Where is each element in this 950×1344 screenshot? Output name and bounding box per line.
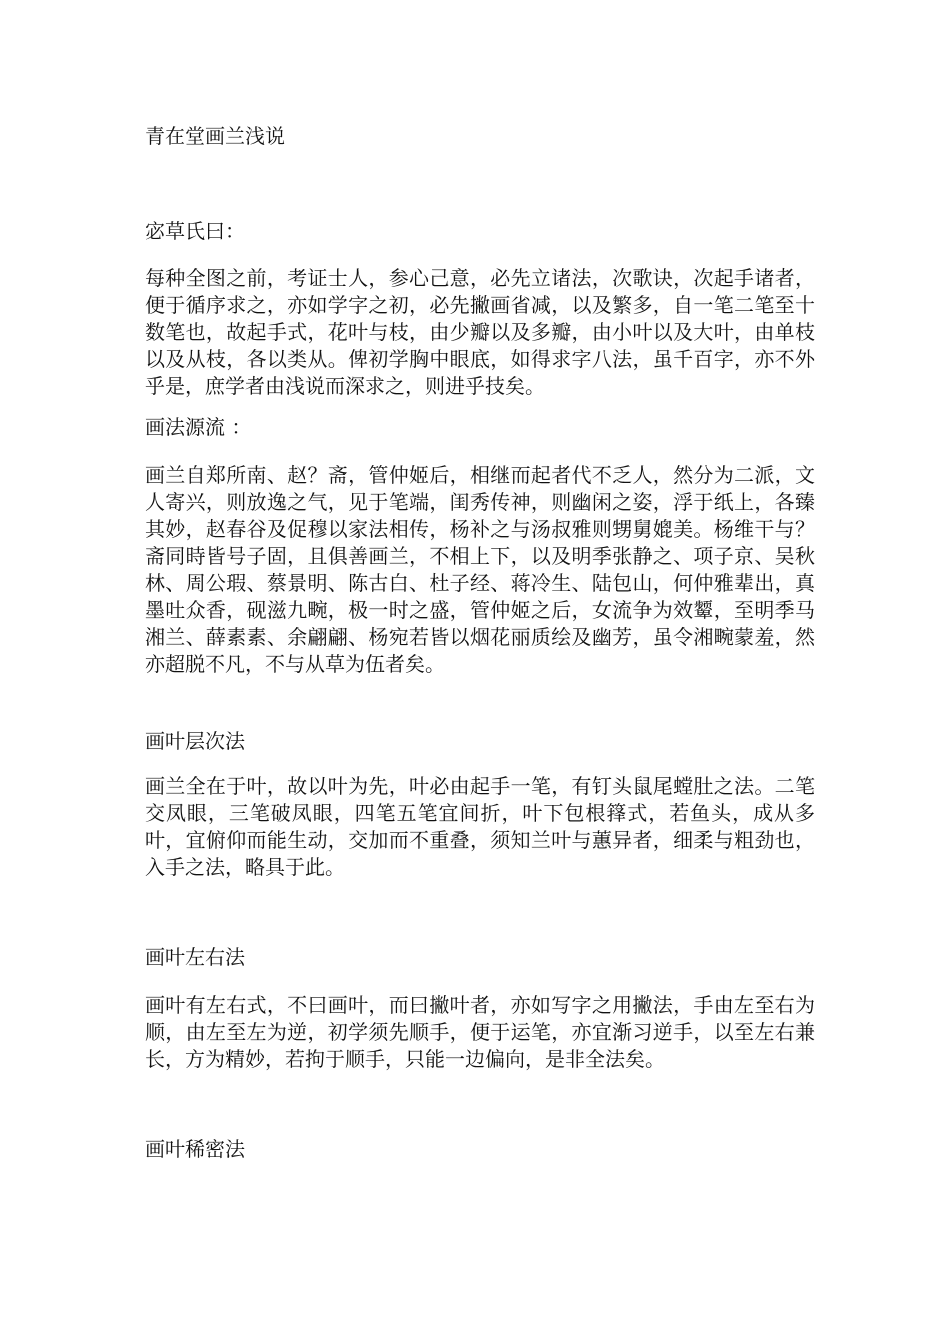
section-heading-leaf-left-right: 画叶左右法	[145, 945, 245, 969]
section-heading-leaf-layers: 画叶层次法	[145, 729, 245, 753]
section-body-leaf-left-right: 画叶有左右式，不曰画叶，而曰撇叶者，亦如写字之用撇法，手由左至右为顺，由左至左为逆，初学须先顺手，便于运笔，亦宜渐习逆手，以至左右兼长，方为精妙，若拘于顺手，只能一边偏向，是非全法矣。	[145, 993, 815, 1071]
section-heading-leaf-density: 画叶稀密法	[145, 1137, 245, 1161]
section-body-leaf-layers: 画兰全在于叶，故以叶为先，叶必由起手一笔，有钉头鼠尾螳肚之法。二笔交凤眼，三笔破凤眼，四笔五笔宜间折，叶下包根箨式，若鱼头，成从多叶，宜俯仰而能生动，交加而不重叠，须知兰叶与蕙异者，细柔与粗劲也，入手之法，略具于此。	[145, 774, 815, 879]
section-body-origin: 画兰自郑所南、赵？斋，管仲姬后，相继而起者代不乏人，然分为二派，文人寄兴，则放逸之气，见于笔端，闺秀传神，则幽闲之姿，浮于纸上，各臻其妙，赵春谷及促穆以家法相传，杨补之与汤叔雅则甥舅媲美。杨维干与？斋同時皆号子固，且俱善画兰，不相上下，以及明季张静之、项子京、吴秋林、周公瑕、蔡景明、陈古白、杜子经、蒋冷生、陆包山，何仲雅辈出，真墨吐众香，砚滋九畹，极一时之盛，管仲姬之后，女流争为效颦，至明季马湘兰、薛素素、余翩翩、杨宛若皆以烟花丽质绘及幽芳，虽令湘畹蒙羞，然亦超脱不凡，不与从草为伍者矣。	[145, 463, 815, 676]
section-heading-origin: 画法源流 ：	[145, 415, 252, 439]
intro-paragraph: 每种全图之前，考证士人，参心己意，必先立诸法，次歌诀，次起手诸者，便于循序求之，亦如学字之初，必先撇画省减，以及繁多，自一笔二笔至十数笔也，故起手式，花叶与枝，由少瓣以及多瓣，由小叶以及大叶，由单枝以及从枝，各以类从。俾初学胸中眼底，如得求字八法，虽千百字，亦不外乎是，庶学者由浅说而深求之，则进乎技矣。	[145, 266, 815, 398]
author-line: 宓草氏曰：	[145, 219, 245, 243]
document-title: 青在堂画兰浅说	[145, 124, 285, 148]
